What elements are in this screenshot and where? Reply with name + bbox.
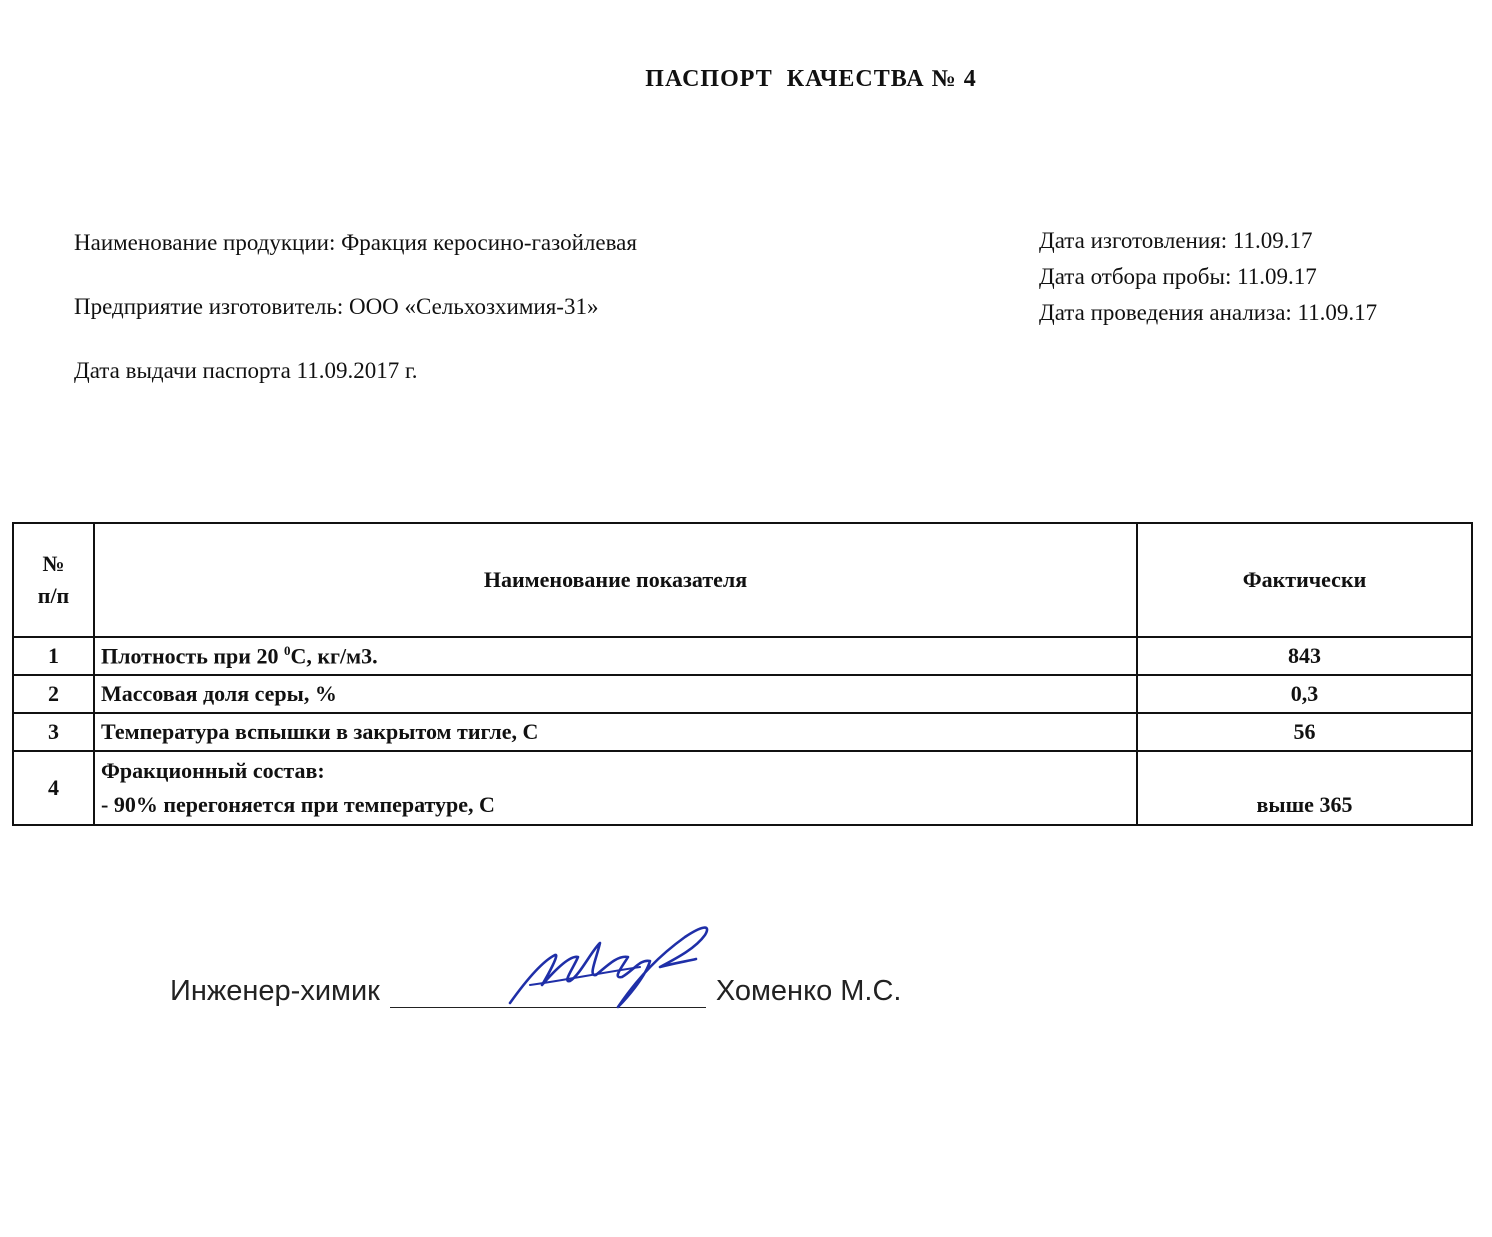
table-row — [13, 637, 1472, 675]
issue-date: Дата выдачи паспорта 11.09.2017 г. — [74, 358, 418, 383]
handwritten-signature — [500, 915, 730, 1015]
row-value: 843 — [1137, 637, 1472, 675]
row-name — [94, 751, 1137, 825]
sampling-date: Дата отбора пробы: 11.09.17 — [1039, 264, 1317, 289]
quality-table — [12, 522, 1473, 826]
table-row — [13, 713, 1472, 751]
row-name-line1: Фракционный состав: — [101, 758, 325, 783]
document-title: ПАСПОРТ КАЧЕСТВА № 4 — [645, 66, 977, 92]
header-name: Наименование показателя — [94, 523, 1137, 637]
row-name: Температура вспышки в закрытом тигле, С — [94, 713, 1137, 751]
header-num — [13, 523, 94, 637]
row-value: выше 365 — [1137, 751, 1472, 825]
row-num: 3 — [13, 713, 94, 751]
signer-position: Инженер-химик — [170, 975, 380, 1007]
header-num-line2: п/п — [37, 583, 70, 608]
row-name-unit: С, кг/м3. — [290, 643, 378, 669]
manufacture-date: Дата изготовления: 11.09.17 — [1039, 228, 1313, 253]
row-name — [94, 637, 1137, 675]
row-name-line2: - 90% перегоняется при температуре, С — [101, 792, 495, 817]
header-num-line1: № — [42, 551, 65, 576]
row-num: 2 — [13, 675, 94, 713]
row-name-text: Плотность при 20 — [101, 643, 284, 669]
analysis-date: Дата проведения анализа: 11.09.17 — [1039, 300, 1378, 325]
manufacturer: Предприятие изготовитель: ООО «Сельхозхимия-31» — [74, 294, 599, 319]
row-value: 56 — [1137, 713, 1472, 751]
signer-name: Хоменко М.С. — [715, 975, 902, 1007]
row-num: 1 — [13, 637, 94, 675]
row-num: 4 — [13, 751, 94, 825]
product-name: Наименование продукции: Фракция керосино-газойлевая — [74, 230, 637, 255]
header-value: Фактически — [1137, 523, 1472, 637]
table-row — [13, 751, 1472, 825]
row-name: Массовая доля серы, % — [94, 675, 1137, 713]
degree-superscript: 0 — [283, 642, 291, 658]
row-value: 0,3 — [1137, 675, 1472, 713]
table-header-row — [13, 523, 1472, 637]
signature-stroke — [510, 928, 707, 1007]
table-row — [13, 675, 1472, 713]
